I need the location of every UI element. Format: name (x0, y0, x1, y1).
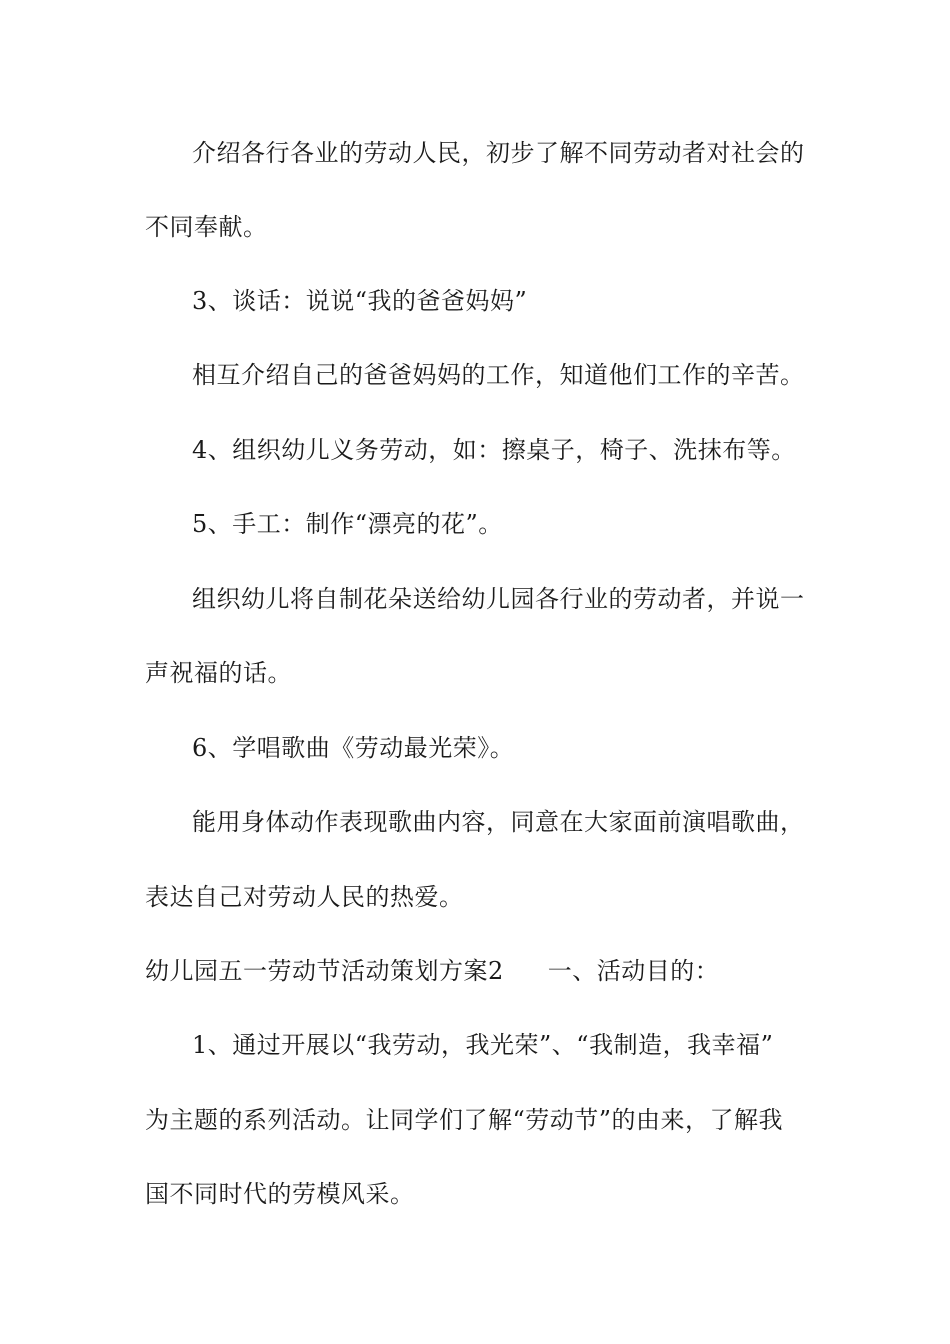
list-item-5: 5、手工：制作“漂亮的花”。 (192, 510, 503, 538)
paragraph-line: 国不同时代的劳模风采。 (145, 1180, 415, 1208)
list-item-4: 4、组织幼儿义务劳动，如：擦桌子，椅子、洗抹布等。 (192, 436, 796, 464)
section-title: 幼儿园五一劳动节活动策划方案2 (145, 957, 504, 985)
list-item-6: 6、学唱歌曲《劳动最光荣》。 (192, 734, 515, 762)
paragraph-line: 组织幼儿将自制花朵送给幼儿园各行业的劳动者，并说一 (192, 585, 805, 613)
paragraph-line: 表达自己对劳动人民的热爱。 (145, 883, 464, 911)
paragraph-line: 为主题的系列活动。让同学们了解“劳动节”的由来，了解我 (145, 1106, 784, 1134)
paragraph-line: 不同奉献。 (145, 213, 268, 241)
list-item-1: 1、通过开展以“我劳动，我光荣”、“我制造，我幸福” (192, 1031, 774, 1059)
paragraph-line: 声祝福的话。 (145, 659, 292, 687)
paragraph-line: 相互介绍自己的爸爸妈妈的工作，知道他们工作的辛苦。 (192, 361, 805, 389)
section-subheading: 一、活动目的： (547, 957, 720, 985)
section-heading-line (145, 956, 815, 986)
paragraph-line: 能用身体动作表现歌曲内容，同意在大家面前演唱歌曲， (192, 808, 805, 836)
paragraph-line: 介绍各行各业的劳动人民，初步了解不同劳动者对社会的 (192, 139, 805, 167)
list-item-3: 3、谈话：说说“我的爸爸妈妈” (192, 287, 528, 315)
